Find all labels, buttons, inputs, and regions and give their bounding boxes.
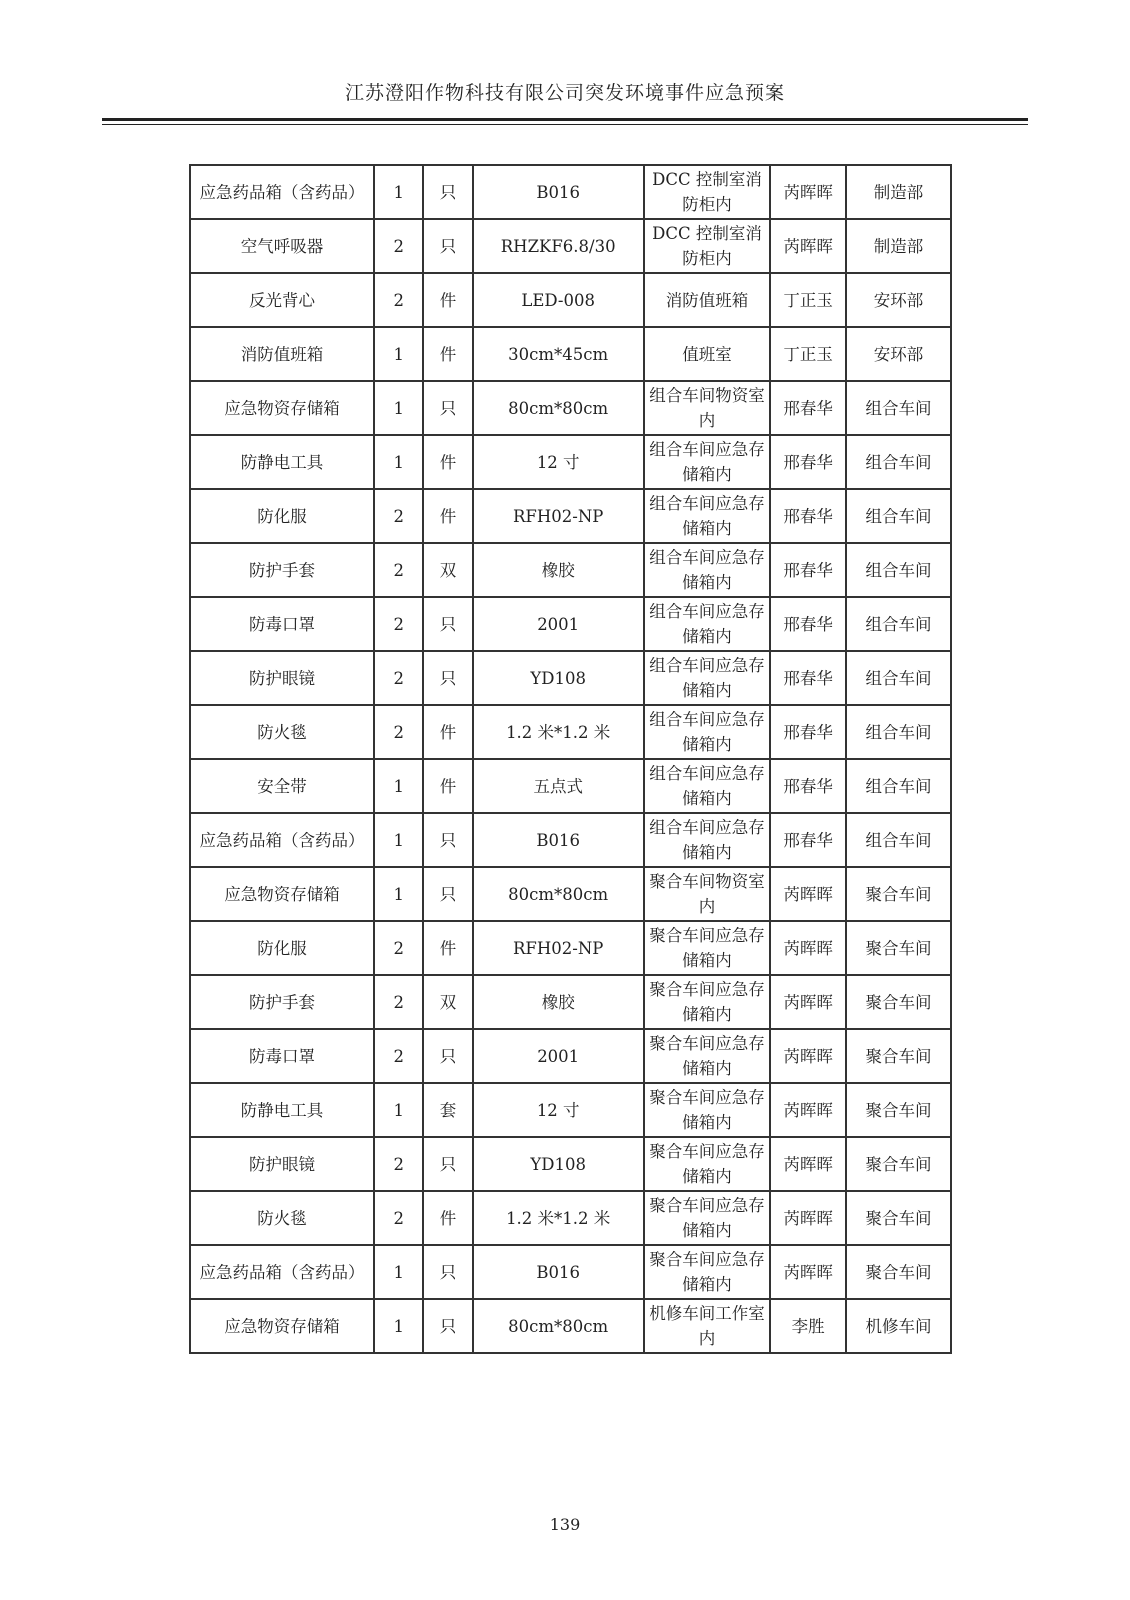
cell-quantity: 2 bbox=[374, 921, 423, 975]
emergency-supplies-table bbox=[189, 164, 952, 1354]
cell-responsible-person: 李胜 bbox=[770, 1299, 846, 1353]
cell-item-name: 防护手套 bbox=[190, 975, 374, 1029]
cell-unit: 只 bbox=[423, 219, 472, 273]
table-row bbox=[190, 543, 951, 597]
cell-responsible-person: 邢春华 bbox=[770, 651, 846, 705]
table-row bbox=[190, 165, 951, 219]
cell-storage-location: 消防值班箱 bbox=[644, 273, 770, 327]
cell-department: 聚合车间 bbox=[846, 921, 951, 975]
cell-item-name: 消防值班箱 bbox=[190, 327, 374, 381]
cell-department: 制造部 bbox=[846, 165, 951, 219]
cell-quantity: 1 bbox=[374, 813, 423, 867]
table-row bbox=[190, 597, 951, 651]
cell-specification: LED-008 bbox=[473, 273, 644, 327]
cell-unit: 只 bbox=[423, 1299, 472, 1353]
cell-item-name: 防毒口罩 bbox=[190, 1029, 374, 1083]
cell-responsible-person: 邢春华 bbox=[770, 435, 846, 489]
cell-unit: 只 bbox=[423, 381, 472, 435]
table-row bbox=[190, 327, 951, 381]
cell-specification: RHZKF6.8/30 bbox=[473, 219, 644, 273]
cell-quantity: 2 bbox=[374, 1191, 423, 1245]
cell-specification: YD108 bbox=[473, 1137, 644, 1191]
cell-department: 组合车间 bbox=[846, 651, 951, 705]
cell-unit: 件 bbox=[423, 327, 472, 381]
table-row bbox=[190, 489, 951, 543]
cell-unit: 双 bbox=[423, 975, 472, 1029]
cell-quantity: 1 bbox=[374, 867, 423, 921]
cell-specification: B016 bbox=[473, 165, 644, 219]
cell-specification: 1.2 米*1.2 米 bbox=[473, 705, 644, 759]
cell-unit: 件 bbox=[423, 1191, 472, 1245]
cell-specification: 80cm*80cm bbox=[473, 867, 644, 921]
cell-storage-location: 聚合车间应急存储箱内 bbox=[644, 921, 770, 975]
cell-department: 组合车间 bbox=[846, 705, 951, 759]
cell-unit: 只 bbox=[423, 1029, 472, 1083]
cell-unit: 套 bbox=[423, 1083, 472, 1137]
cell-item-name: 安全带 bbox=[190, 759, 374, 813]
cell-specification: RFH02-NP bbox=[473, 489, 644, 543]
cell-department: 聚合车间 bbox=[846, 1029, 951, 1083]
table-row bbox=[190, 1083, 951, 1137]
cell-specification: 12 寸 bbox=[473, 1083, 644, 1137]
cell-department: 聚合车间 bbox=[846, 1137, 951, 1191]
cell-unit: 只 bbox=[423, 597, 472, 651]
cell-storage-location: 组合车间应急存储箱内 bbox=[644, 813, 770, 867]
cell-storage-location: 聚合车间应急存储箱内 bbox=[644, 1245, 770, 1299]
cell-item-name: 应急药品箱（含药品） bbox=[190, 813, 374, 867]
cell-responsible-person: 邢春华 bbox=[770, 489, 846, 543]
cell-quantity: 2 bbox=[374, 543, 423, 597]
cell-specification: 橡胶 bbox=[473, 975, 644, 1029]
cell-specification: 橡胶 bbox=[473, 543, 644, 597]
cell-storage-location: 聚合车间应急存储箱内 bbox=[644, 1083, 770, 1137]
cell-department: 制造部 bbox=[846, 219, 951, 273]
cell-storage-location: 聚合车间应急存储箱内 bbox=[644, 1029, 770, 1083]
cell-specification: 80cm*80cm bbox=[473, 1299, 644, 1353]
cell-item-name: 防化服 bbox=[190, 489, 374, 543]
cell-specification: B016 bbox=[473, 1245, 644, 1299]
cell-unit: 只 bbox=[423, 1137, 472, 1191]
cell-department: 组合车间 bbox=[846, 435, 951, 489]
cell-specification: 30cm*45cm bbox=[473, 327, 644, 381]
cell-quantity: 1 bbox=[374, 1083, 423, 1137]
cell-department: 聚合车间 bbox=[846, 1245, 951, 1299]
cell-storage-location: 组合车间应急存储箱内 bbox=[644, 705, 770, 759]
table-row bbox=[190, 705, 951, 759]
cell-unit: 件 bbox=[423, 759, 472, 813]
cell-specification: 2001 bbox=[473, 1029, 644, 1083]
cell-department: 安环部 bbox=[846, 273, 951, 327]
cell-responsible-person: 芮晖晖 bbox=[770, 1245, 846, 1299]
table-row bbox=[190, 1029, 951, 1083]
cell-storage-location: 组合车间应急存储箱内 bbox=[644, 759, 770, 813]
table-row bbox=[190, 219, 951, 273]
cell-responsible-person: 邢春华 bbox=[770, 813, 846, 867]
cell-item-name: 应急物资存储箱 bbox=[190, 867, 374, 921]
cell-specification: B016 bbox=[473, 813, 644, 867]
cell-responsible-person: 邢春华 bbox=[770, 705, 846, 759]
cell-unit: 件 bbox=[423, 489, 472, 543]
cell-quantity: 2 bbox=[374, 975, 423, 1029]
cell-storage-location: 聚合车间应急存储箱内 bbox=[644, 1191, 770, 1245]
cell-quantity: 1 bbox=[374, 165, 423, 219]
cell-unit: 件 bbox=[423, 273, 472, 327]
cell-quantity: 1 bbox=[374, 759, 423, 813]
table-row bbox=[190, 651, 951, 705]
cell-item-name: 防护眼镜 bbox=[190, 651, 374, 705]
cell-responsible-person: 邢春华 bbox=[770, 597, 846, 651]
cell-department: 聚合车间 bbox=[846, 1191, 951, 1245]
cell-specification: YD108 bbox=[473, 651, 644, 705]
cell-specification: 80cm*80cm bbox=[473, 381, 644, 435]
cell-department: 聚合车间 bbox=[846, 975, 951, 1029]
cell-specification: 2001 bbox=[473, 597, 644, 651]
cell-storage-location: 聚合车间应急存储箱内 bbox=[644, 1137, 770, 1191]
cell-item-name: 应急药品箱（含药品） bbox=[190, 165, 374, 219]
cell-item-name: 反光背心 bbox=[190, 273, 374, 327]
cell-specification: 12 寸 bbox=[473, 435, 644, 489]
page-number: 139 bbox=[549, 1515, 581, 1534]
cell-unit: 只 bbox=[423, 165, 472, 219]
cell-quantity: 2 bbox=[374, 705, 423, 759]
cell-unit: 只 bbox=[423, 813, 472, 867]
cell-responsible-person: 芮晖晖 bbox=[770, 1029, 846, 1083]
cell-quantity: 2 bbox=[374, 597, 423, 651]
table-row bbox=[190, 921, 951, 975]
cell-department: 聚合车间 bbox=[846, 867, 951, 921]
cell-department: 安环部 bbox=[846, 327, 951, 381]
cell-item-name: 防火毯 bbox=[190, 1191, 374, 1245]
cell-responsible-person: 邢春华 bbox=[770, 759, 846, 813]
cell-department: 组合车间 bbox=[846, 597, 951, 651]
cell-unit: 件 bbox=[423, 435, 472, 489]
cell-unit: 件 bbox=[423, 921, 472, 975]
cell-item-name: 防护手套 bbox=[190, 543, 374, 597]
cell-quantity: 2 bbox=[374, 1029, 423, 1083]
cell-item-name: 防化服 bbox=[190, 921, 374, 975]
cell-responsible-person: 邢春华 bbox=[770, 381, 846, 435]
cell-responsible-person: 芮晖晖 bbox=[770, 975, 846, 1029]
table-row bbox=[190, 435, 951, 489]
cell-item-name: 应急药品箱（含药品） bbox=[190, 1245, 374, 1299]
cell-storage-location: 组合车间应急存储箱内 bbox=[644, 489, 770, 543]
cell-specification: RFH02-NP bbox=[473, 921, 644, 975]
cell-department: 组合车间 bbox=[846, 759, 951, 813]
cell-quantity: 1 bbox=[374, 435, 423, 489]
cell-item-name: 防静电工具 bbox=[190, 1083, 374, 1137]
cell-storage-location: 组合车间应急存储箱内 bbox=[644, 651, 770, 705]
table-row bbox=[190, 1245, 951, 1299]
cell-quantity: 1 bbox=[374, 1299, 423, 1353]
table-row bbox=[190, 975, 951, 1029]
cell-responsible-person: 芮晖晖 bbox=[770, 867, 846, 921]
table-body bbox=[190, 165, 951, 1353]
cell-quantity: 1 bbox=[374, 381, 423, 435]
table-row bbox=[190, 1137, 951, 1191]
cell-specification: 五点式 bbox=[473, 759, 644, 813]
cell-unit: 只 bbox=[423, 1245, 472, 1299]
cell-unit: 只 bbox=[423, 651, 472, 705]
cell-responsible-person: 芮晖晖 bbox=[770, 219, 846, 273]
cell-quantity: 1 bbox=[374, 1245, 423, 1299]
cell-department: 聚合车间 bbox=[846, 1083, 951, 1137]
table-row bbox=[190, 1299, 951, 1353]
cell-storage-location: 组合车间应急存储箱内 bbox=[644, 597, 770, 651]
cell-storage-location: 机修车间工作室内 bbox=[644, 1299, 770, 1353]
cell-department: 组合车间 bbox=[846, 381, 951, 435]
cell-storage-location: 组合车间应急存储箱内 bbox=[644, 543, 770, 597]
document-header-title: 江苏澄阳作物科技有限公司突发环境事件应急预案 bbox=[344, 82, 785, 104]
table-row bbox=[190, 1191, 951, 1245]
cell-item-name: 空气呼吸器 bbox=[190, 219, 374, 273]
cell-responsible-person: 芮晖晖 bbox=[770, 165, 846, 219]
cell-item-name: 应急物资存储箱 bbox=[190, 1299, 374, 1353]
table-row bbox=[190, 813, 951, 867]
cell-responsible-person: 邢春华 bbox=[770, 543, 846, 597]
cell-item-name: 防护眼镜 bbox=[190, 1137, 374, 1191]
table-row bbox=[190, 867, 951, 921]
table-row bbox=[190, 759, 951, 813]
cell-storage-location: 聚合车间应急存储箱内 bbox=[644, 975, 770, 1029]
cell-quantity: 2 bbox=[374, 219, 423, 273]
header-rule-thick bbox=[102, 118, 1028, 121]
cell-storage-location: DCC 控制室消防柜内 bbox=[644, 165, 770, 219]
cell-storage-location: 聚合车间物资室内 bbox=[644, 867, 770, 921]
cell-unit: 双 bbox=[423, 543, 472, 597]
cell-responsible-person: 芮晖晖 bbox=[770, 1137, 846, 1191]
cell-quantity: 2 bbox=[374, 489, 423, 543]
cell-storage-location: 组合车间物资室内 bbox=[644, 381, 770, 435]
cell-item-name: 防静电工具 bbox=[190, 435, 374, 489]
cell-unit: 件 bbox=[423, 705, 472, 759]
table-row bbox=[190, 381, 951, 435]
cell-department: 组合车间 bbox=[846, 489, 951, 543]
cell-item-name: 防毒口罩 bbox=[190, 597, 374, 651]
cell-department: 机修车间 bbox=[846, 1299, 951, 1353]
header-rule-thin bbox=[102, 124, 1028, 125]
cell-responsible-person: 丁正玉 bbox=[770, 273, 846, 327]
cell-storage-location: 值班室 bbox=[644, 327, 770, 381]
cell-unit: 只 bbox=[423, 867, 472, 921]
cell-item-name: 应急物资存储箱 bbox=[190, 381, 374, 435]
cell-storage-location: DCC 控制室消防柜内 bbox=[644, 219, 770, 273]
cell-storage-location: 组合车间应急存储箱内 bbox=[644, 435, 770, 489]
cell-specification: 1.2 米*1.2 米 bbox=[473, 1191, 644, 1245]
table-row bbox=[190, 273, 951, 327]
cell-department: 组合车间 bbox=[846, 543, 951, 597]
cell-department: 组合车间 bbox=[846, 813, 951, 867]
cell-responsible-person: 芮晖晖 bbox=[770, 1191, 846, 1245]
cell-responsible-person: 丁正玉 bbox=[770, 327, 846, 381]
cell-quantity: 2 bbox=[374, 1137, 423, 1191]
cell-quantity: 2 bbox=[374, 651, 423, 705]
cell-quantity: 2 bbox=[374, 273, 423, 327]
cell-item-name: 防火毯 bbox=[190, 705, 374, 759]
cell-quantity: 1 bbox=[374, 327, 423, 381]
cell-responsible-person: 芮晖晖 bbox=[770, 1083, 846, 1137]
cell-responsible-person: 芮晖晖 bbox=[770, 921, 846, 975]
